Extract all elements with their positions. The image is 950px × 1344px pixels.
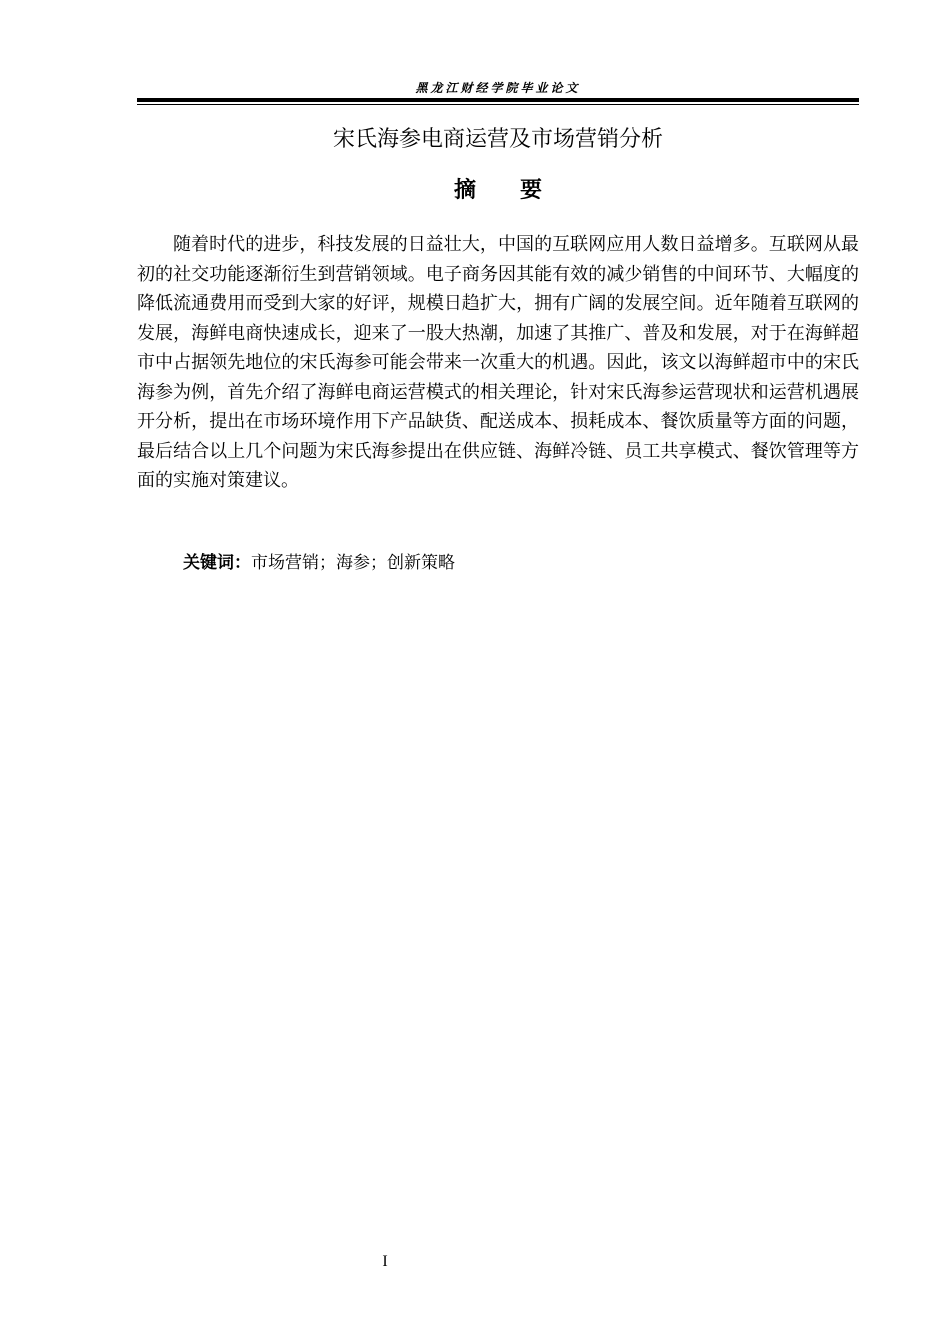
keywords-label: 关键词： [183, 553, 251, 573]
document-title: 宋氏海参电商运营及市场营销分析 [332, 127, 663, 152]
page-number: I [382, 1253, 388, 1270]
header-rule-thin [137, 104, 859, 105]
running-header: 黑龙江财经学院毕业论文 [415, 81, 581, 95]
header-rule-thick [137, 98, 859, 102]
abstract-paragraph: 随着时代的进步，科技发展的日益壮大，中国的互联网应用人数日益增多。互联网从最初的社交功能逐渐衍生到营销领域。电子商务因其能有效的减少销售的中间环节、大幅度的降低流通费用而受到大家的好评，规模日趋扩大，拥有广阔的发展空间。近年随着互联网的发展，海鲜电商快速成长，迎来了一股大热潮，加速了其推广、普及和发展，对于在海鲜超市中占据领先地位的宋氏海参可能会带来一次重大的机遇。因此，该文以海鲜超市中的宋氏海参为例，首先介绍了海鲜电商运营模式的相关理论，针对宋氏海参运营现状和运营机遇展开分析，提出在市场环境作用下产品缺货、配送成本、损耗成本、餐饮质量等方面的问题，最后结合以上几个问题为宋氏海参提出在供应链、海鲜冷链、员工共享模式、餐饮管理等方面的实施对策建议。 [137, 234, 859, 491]
keywords-value: 市场营销；海参；创新策略 [251, 553, 455, 573]
abstract-heading: 摘 要 [453, 178, 542, 203]
keywords-line [183, 549, 859, 577]
